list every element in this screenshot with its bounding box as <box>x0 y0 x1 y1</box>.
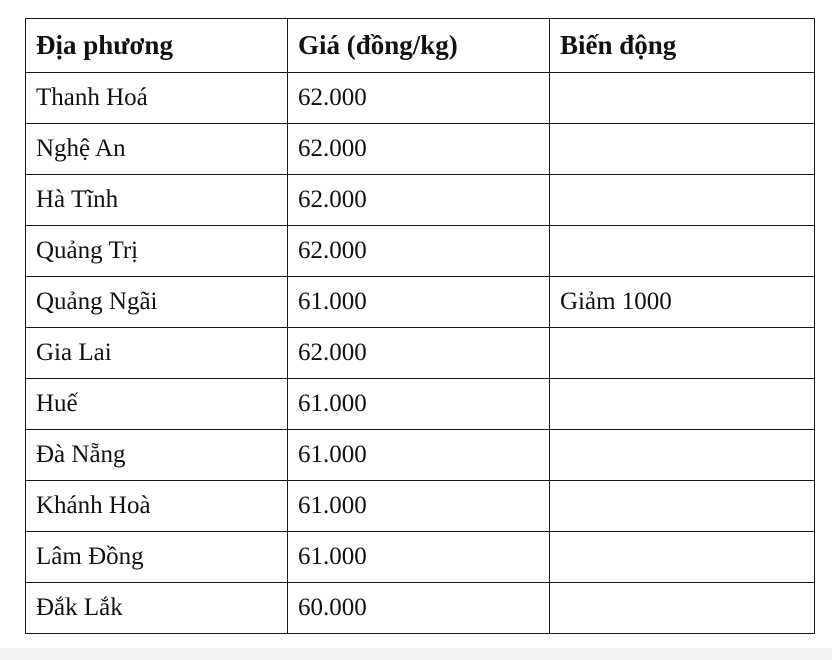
header-row <box>26 19 815 73</box>
cell-price: 60.000 <box>288 583 550 634</box>
cell-region: Lâm Đồng <box>26 532 288 583</box>
cell-region: Quảng Trị <box>26 226 288 277</box>
cell-change <box>550 73 815 124</box>
cell-change <box>550 532 815 583</box>
cell-region: Đà Nẵng <box>26 430 288 481</box>
table-row <box>26 73 815 124</box>
table-body <box>26 73 815 634</box>
cell-change <box>550 175 815 226</box>
cell-region: Đắk Lắk <box>26 583 288 634</box>
header-region: Địa phương <box>26 19 288 73</box>
cell-change: Giảm 1000 <box>550 277 815 328</box>
table-row <box>26 277 815 328</box>
cell-price: 62.000 <box>288 328 550 379</box>
cell-price: 62.000 <box>288 124 550 175</box>
table-row <box>26 532 815 583</box>
cell-change <box>550 430 815 481</box>
cell-price: 62.000 <box>288 226 550 277</box>
cell-price: 61.000 <box>288 277 550 328</box>
cell-region: Hà Tĩnh <box>26 175 288 226</box>
header-price: Giá (đồng/kg) <box>288 19 550 73</box>
cell-change <box>550 379 815 430</box>
table-row <box>26 481 815 532</box>
header-change: Biến động <box>550 19 815 73</box>
cell-price: 62.000 <box>288 175 550 226</box>
cell-price: 61.000 <box>288 379 550 430</box>
cell-region: Gia Lai <box>26 328 288 379</box>
table-row <box>26 430 815 481</box>
cell-price: 61.000 <box>288 532 550 583</box>
cell-change <box>550 226 815 277</box>
cell-region: Quảng Ngãi <box>26 277 288 328</box>
cell-change <box>550 124 815 175</box>
cell-region: Huế <box>26 379 288 430</box>
cell-price: 62.000 <box>288 73 550 124</box>
bottom-strip <box>0 648 832 660</box>
price-table <box>25 18 815 634</box>
table-row <box>26 328 815 379</box>
table-row <box>26 124 815 175</box>
cell-region: Khánh Hoà <box>26 481 288 532</box>
table-row <box>26 175 815 226</box>
cell-change <box>550 583 815 634</box>
table-row <box>26 226 815 277</box>
table-row <box>26 583 815 634</box>
cell-price: 61.000 <box>288 430 550 481</box>
cell-change <box>550 328 815 379</box>
cell-change <box>550 481 815 532</box>
table-header <box>26 19 815 73</box>
cell-region: Nghệ An <box>26 124 288 175</box>
cell-region: Thanh Hoá <box>26 73 288 124</box>
table-row <box>26 379 815 430</box>
cell-price: 61.000 <box>288 481 550 532</box>
